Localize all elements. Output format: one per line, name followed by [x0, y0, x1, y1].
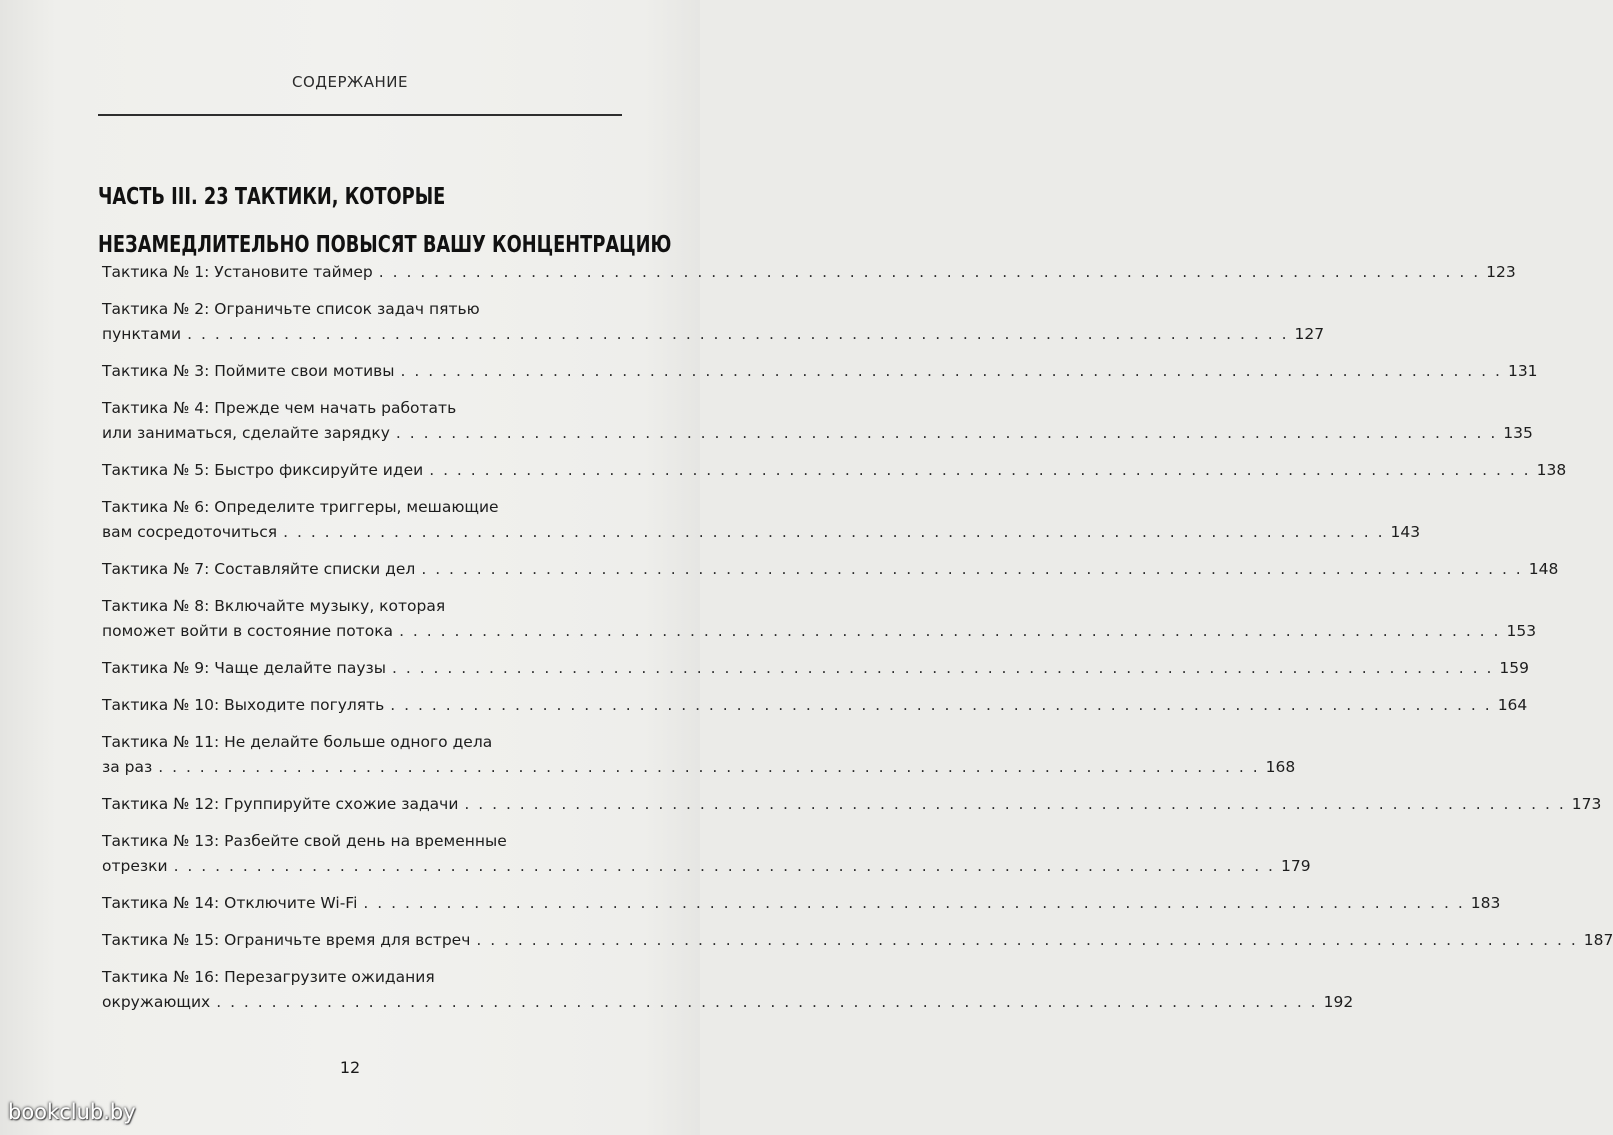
toc-entry	[102, 359, 1538, 384]
toc-entry	[102, 965, 1354, 1015]
toc-entry-line	[102, 260, 1516, 285]
toc-page-number: 168	[1265, 758, 1296, 776]
part-heading-line-2: НЕЗАМЕДЛИТЕЛЬНО ПОВЫСЯТ ВАШУ КОНЦЕНТРАЦИЮ	[98, 232, 672, 258]
toc-entry-title: за раз	[102, 758, 153, 776]
toc-entry-title: Тактика № 3: Поймите свои мотивы	[102, 362, 395, 380]
toc-entry-line	[102, 297, 626, 322]
toc-entry	[102, 656, 1529, 681]
page-number: 12	[339, 1058, 361, 1077]
toc-entry-title: Тактика № 12: Группируйте схожие задачи	[102, 795, 459, 813]
toc-entry	[102, 594, 1537, 644]
toc-entry-line	[102, 322, 1325, 347]
toc-page-number: 135	[1503, 424, 1533, 442]
toc-entry-title: Тактика № 7: Составляйте списки дел	[102, 560, 416, 578]
toc-entry-title: Тактика № 14: Отключите Wi-Fi	[102, 894, 358, 912]
table-of-contents	[102, 260, 1613, 1027]
dot-leader: . . . . . . . . . . . . . . . . . . . . . . . . . . . . . . . . . . . . . . . . . . . . . . . . . . . . . . . . . . . . . . . . . . . . . . . . . . . . . . . .	[399, 622, 1501, 640]
toc-entry	[102, 792, 1602, 817]
toc-entry-title: Тактика № 11: Не делайте больше одного дела	[102, 733, 493, 751]
running-head: СОДЕРЖАНИЕ	[292, 73, 408, 91]
toc-entry-title: Тактика № 6: Определите триггеры, мешающие	[102, 498, 499, 516]
toc-entry-title: Тактика № 16: Перезагрузите ожидания	[102, 968, 435, 986]
toc-entry-title: Тактика № 13: Разбейте свой день на временные	[102, 832, 507, 850]
toc-entry-line	[102, 557, 1559, 582]
toc-entry-title: Тактика № 2: Ограничьте список задач пятью	[102, 300, 480, 318]
toc-entry-line	[102, 990, 1354, 1015]
part-heading-line-1: ЧАСТЬ III. 23 ТАКТИКИ, КОТОРЫЕ	[98, 184, 446, 210]
toc-entry	[102, 396, 1533, 446]
toc-page-number: 187	[1583, 931, 1613, 949]
toc-entry-title: Тактика № 8: Включайте музыку, которая	[102, 597, 446, 615]
toc-entry-line	[102, 730, 626, 755]
toc-entry-line	[102, 891, 1501, 916]
watermark: bookclub.by	[8, 1100, 136, 1124]
dot-leader: . . . . . . . . . . . . . . . . . . . . . . . . . . . . . . . . . . . . . . . . . . . . . . . . . . . . . . . . . . . . . . . . . . . . . . . . . . . . . . . .	[378, 263, 1481, 281]
toc-entry	[102, 693, 1528, 718]
toc-entry	[102, 891, 1501, 916]
toc-entry-title: поможет войти в состояние потока	[102, 622, 394, 640]
toc-entry-line	[102, 693, 1528, 718]
dot-leader: . . . . . . . . . . . . . . . . . . . . . . . . . . . . . . . . . . . . . . . . . . . . . . . . . . . . . . . . . . . . . . . . . . . . . . . . . . . . . . . .	[187, 325, 1289, 343]
toc-entry	[102, 829, 1311, 879]
toc-entry-title: отрезки	[102, 857, 168, 875]
dot-leader: . . . . . . . . . . . . . . . . . . . . . . . . . . . . . . . . . . . . . . . . . . . . . . . . . . . . . . . . . . . . . . . . . . . . . . . . . . . . . . . .	[395, 424, 1498, 442]
toc-entry-line	[102, 396, 626, 421]
toc-entry-title: Тактика № 4: Прежде чем начать работать	[102, 399, 457, 417]
toc-page-number: 123	[1486, 263, 1516, 281]
toc-page-number: 138	[1536, 461, 1567, 479]
dot-leader: . . . . . . . . . . . . . . . . . . . . . . . . . . . . . . . . . . . . . . . . . . . . . . . . . . . . . . . . . . . . . . . . . . . . . . . . . . . . . . . .	[158, 758, 1260, 776]
toc-page-number: 127	[1294, 325, 1325, 343]
toc-entry	[102, 928, 1613, 953]
part-heading	[98, 173, 672, 269]
toc-page-number: 164	[1497, 696, 1528, 714]
toc-entry-line	[102, 359, 1538, 384]
toc-entry	[102, 260, 1516, 285]
toc-page-number: 183	[1470, 894, 1501, 912]
toc-page-number: 173	[1571, 795, 1602, 813]
dot-leader: . . . . . . . . . . . . . . . . . . . . . . . . . . . . . . . . . . . . . . . . . . . . . . . . . . . . . . . . . . . . . . . . . . . . . . . . . . . . . . . .	[390, 696, 1492, 714]
toc-entry-line	[102, 755, 1296, 780]
toc-entry-title: пунктами	[102, 325, 182, 343]
toc-entry-title: Тактика № 15: Ограничьте время для встреч	[102, 931, 471, 949]
dot-leader: . . . . . . . . . . . . . . . . . . . . . . . . . . . . . . . . . . . . . . . . . . . . . . . . . . . . . . . . . . . . . . . . . . . . . . . . . . . . . . . .	[391, 659, 1494, 677]
dot-leader: . . . . . . . . . . . . . . . . . . . . . . . . . . . . . . . . . . . . . . . . . . . . . . . . . . . . . . . . . . . . . . . . . . . . . . . . . . . . . . . .	[283, 523, 1385, 541]
dot-leader: . . . . . . . . . . . . . . . . . . . . . . . . . . . . . . . . . . . . . . . . . . . . . . . . . . . . . . . . . . . . . . . . . . . . . . . . . . . . . . . .	[421, 560, 1523, 578]
toc-entry	[102, 297, 1325, 347]
toc-entry-line	[102, 594, 626, 619]
toc-entry	[102, 557, 1559, 582]
dot-leader: . . . . . . . . . . . . . . . . . . . . . . . . . . . . . . . . . . . . . . . . . . . . . . . . . . . . . . . . . . . . . . . . . . . . . . . . . . . . . . . .	[363, 894, 1465, 912]
dot-leader: . . . . . . . . . . . . . . . . . . . . . . . . . . . . . . . . . . . . . . . . . . . . . . . . . . . . . . . . . . . . . . . . . . . . . . . . . . . . . . . .	[400, 362, 1502, 380]
toc-entry-title: окружающих	[102, 993, 211, 1011]
toc-entry	[102, 730, 1296, 780]
toc-entry-title: Тактика № 9: Чаще делайте паузы	[102, 659, 386, 677]
toc-entry-line	[102, 495, 626, 520]
toc-entry-line	[102, 965, 626, 990]
header-rule	[98, 114, 622, 116]
toc-entry	[102, 495, 1421, 545]
dot-leader: . . . . . . . . . . . . . . . . . . . . . . . . . . . . . . . . . . . . . . . . . . . . . . . . . . . . . . . . . . . . . . . . . . . . . . . . . . . . . . . .	[464, 795, 1566, 813]
toc-entry-line	[102, 928, 1613, 953]
toc-entry-line	[102, 520, 1421, 545]
toc-entry-title: Тактика № 1: Установите таймер	[102, 263, 373, 281]
toc-entry-title: Тактика № 10: Выходите погулять	[102, 696, 385, 714]
toc-page-number: 192	[1323, 993, 1354, 1011]
dot-leader: . . . . . . . . . . . . . . . . . . . . . . . . . . . . . . . . . . . . . . . . . . . . . . . . . . . . . . . . . . . . . . . . . . . . . . . . . . . . . . . .	[173, 857, 1275, 875]
toc-page-number: 143	[1390, 523, 1421, 541]
toc-entry-line	[102, 829, 626, 854]
dot-leader: . . . . . . . . . . . . . . . . . . . . . . . . . . . . . . . . . . . . . . . . . . . . . . . . . . . . . . . . . . . . . . . . . . . . . . . . . . . . . . . .	[429, 461, 1531, 479]
toc-entry-line	[102, 619, 1537, 644]
toc-entry-title: Тактика № 5: Быстро фиксируйте идеи	[102, 461, 424, 479]
toc-page-number: 179	[1280, 857, 1311, 875]
toc-entry-line	[102, 792, 1602, 817]
toc-entry-line	[102, 854, 1311, 879]
dot-leader: . . . . . . . . . . . . . . . . . . . . . . . . . . . . . . . . . . . . . . . . . . . . . . . . . . . . . . . . . . . . . . . . . . . . . . . . . . . . . . . .	[476, 931, 1578, 949]
toc-page-number: 159	[1499, 659, 1529, 677]
toc-page-number: 131	[1507, 362, 1538, 380]
toc-entry-title: или заниматься, сделайте зарядку	[102, 424, 390, 442]
toc-entry-line	[102, 421, 1533, 446]
toc-page-number: 153	[1506, 622, 1537, 640]
toc-entry	[102, 458, 1567, 483]
toc-entry-title: вам сосредоточиться	[102, 523, 278, 541]
toc-entry-line	[102, 458, 1567, 483]
toc-page-number: 148	[1528, 560, 1559, 578]
toc-entry-line	[102, 656, 1529, 681]
dot-leader: . . . . . . . . . . . . . . . . . . . . . . . . . . . . . . . . . . . . . . . . . . . . . . . . . . . . . . . . . . . . . . . . . . . . . . . . . . . . . . . .	[216, 993, 1318, 1011]
